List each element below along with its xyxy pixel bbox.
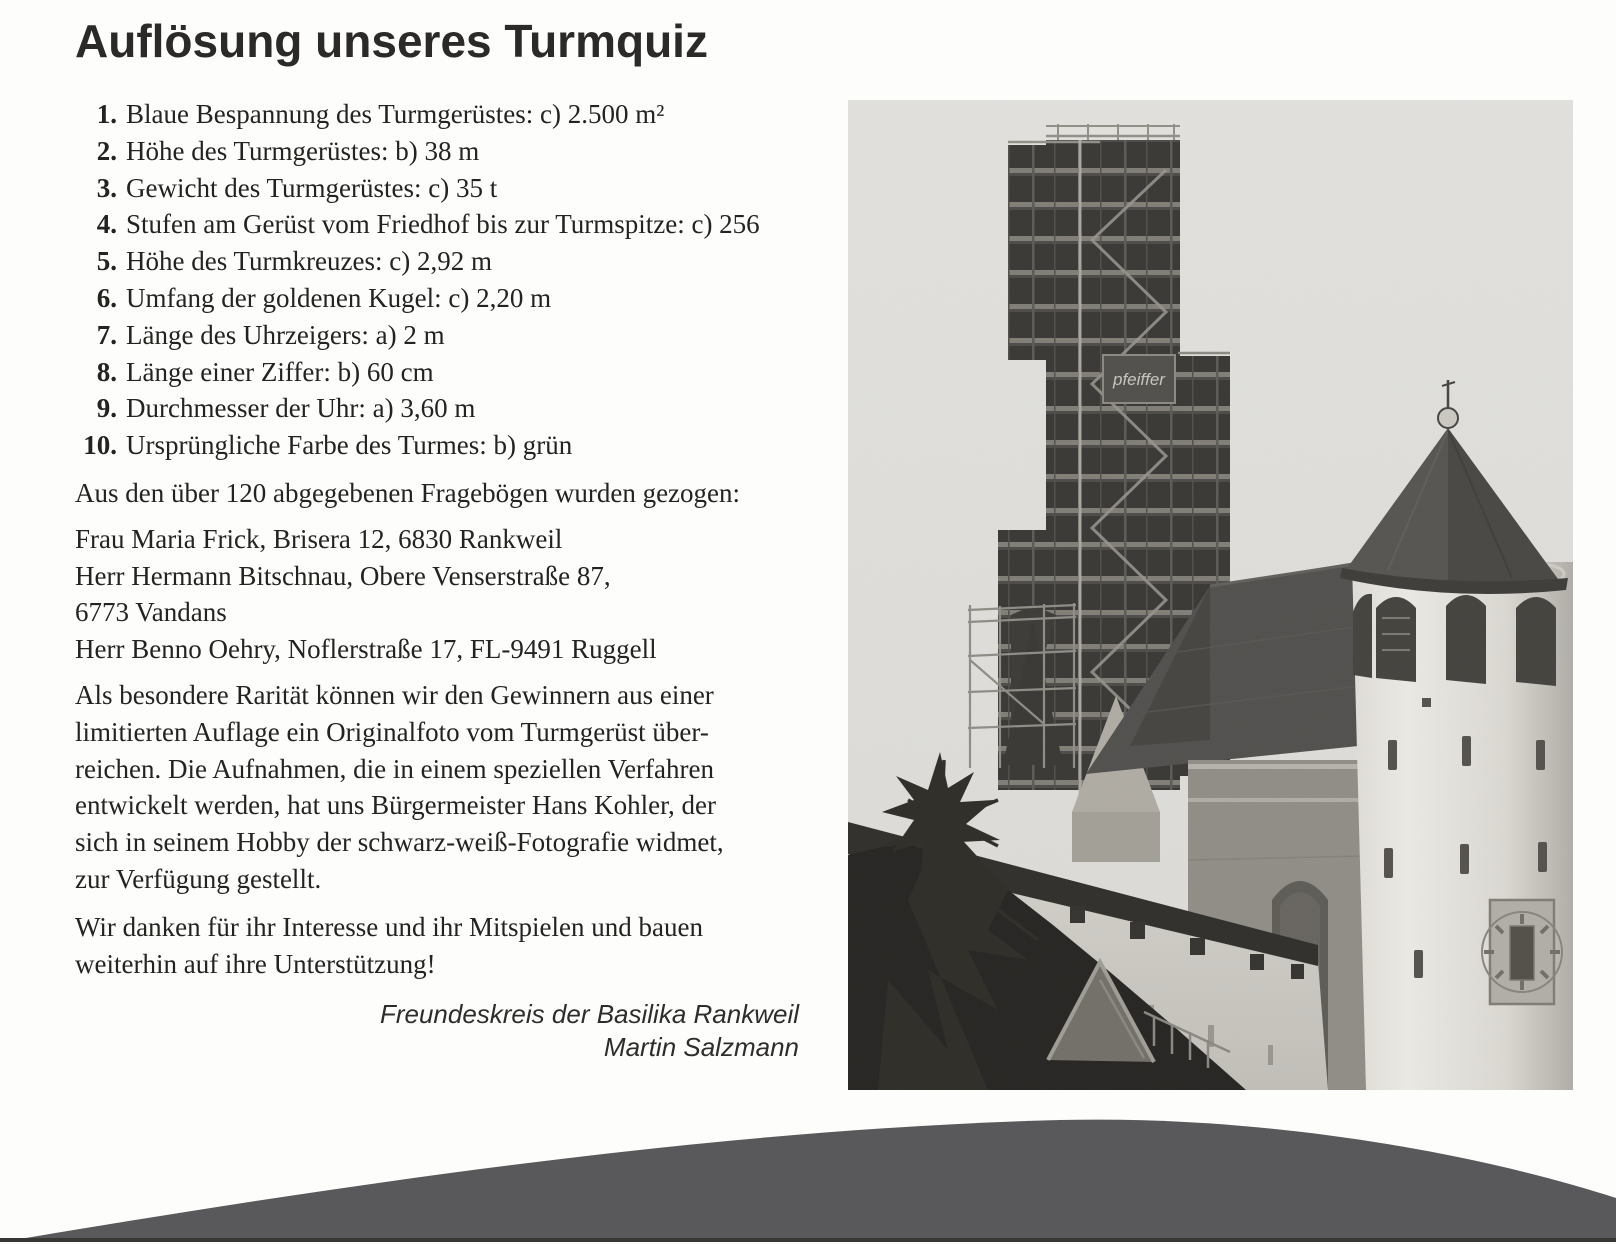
quiz-item bbox=[75, 354, 799, 391]
paragraph-raritaet bbox=[75, 677, 799, 898]
quiz-item-number: 9. bbox=[96, 393, 117, 424]
paragraph-line: limitierten Auflage ein Originalfoto vom Turmgerüst über- bbox=[75, 716, 709, 747]
draw-intro: Aus den über 120 abgegebenen Fragebögen wurden gezogen: bbox=[75, 477, 741, 508]
quiz-item-number: 3. bbox=[96, 172, 117, 203]
quiz-item-text: Höhe des Turmkreuzes: c) 2,92 m bbox=[126, 246, 492, 277]
quiz-item-text: Länge des Uhrzeigers: a) 2 m bbox=[126, 319, 445, 350]
signature-block bbox=[75, 998, 799, 1064]
quiz-item bbox=[75, 243, 799, 280]
quiz-item-text: Blaue Bespannung des Turmgerüstes: c) 2.500 m² bbox=[126, 99, 665, 129]
quiz-item-text: Länge einer Ziffer: b) 60 cm bbox=[126, 356, 434, 387]
quiz-item bbox=[75, 206, 799, 243]
paragraph-line: zur Verfügung gestellt. bbox=[75, 863, 322, 894]
tower-photo-art bbox=[848, 100, 1573, 1090]
bottom-arc bbox=[0, 1108, 1616, 1244]
quiz-item-number: 5. bbox=[96, 246, 117, 277]
quiz-item-text: Ursprüngliche Farbe des Turmes: b) grün bbox=[126, 430, 573, 461]
quiz-item-text: Durchmesser der Uhr: a) 3,60 m bbox=[126, 393, 476, 424]
text-column bbox=[75, 96, 799, 1064]
quiz-item bbox=[75, 280, 799, 317]
paragraph-line: sich in seinem Hobby der schwarz-weiß-Fotografie widmet, bbox=[75, 827, 724, 858]
signature-line-2: Martin Salzmann bbox=[603, 1032, 799, 1063]
winner-line: 6773 Vandans bbox=[75, 597, 227, 628]
winner-list bbox=[75, 521, 799, 668]
quiz-item bbox=[75, 390, 799, 427]
quiz-item-text: Stufen am Gerüst vom Friedhof bis zur Turmspitze: c) 256 bbox=[126, 209, 760, 240]
paragraph-line: weiterhin auf ihre Unterstützung! bbox=[75, 948, 436, 979]
signature-line-1: Freundeskreis der Basilika Rankweil bbox=[379, 999, 799, 1030]
quiz-item bbox=[75, 427, 799, 464]
quiz-item-number: 7. bbox=[96, 319, 117, 350]
quiz-item-number: 2. bbox=[96, 135, 117, 166]
quiz-item bbox=[75, 96, 799, 133]
quiz-item-number: 6. bbox=[96, 282, 117, 313]
paragraph-line: entwickelt werden, hat uns Bürgermeister Hans Kohler, der bbox=[75, 790, 716, 821]
quiz-item-number: 8. bbox=[96, 356, 117, 387]
quiz-item-text: Höhe des Turmgerüstes: b) 38 m bbox=[126, 135, 480, 166]
tower-photo bbox=[848, 100, 1573, 1090]
winner-line: Herr Hermann Bitschnau, Obere Venserstraße 87, bbox=[75, 560, 611, 591]
quiz-item bbox=[75, 317, 799, 354]
quiz-answer-list bbox=[75, 96, 799, 464]
paragraph-dank bbox=[75, 909, 799, 983]
paragraph-line: Wir danken für ihr Interesse und ihr Mitspielen und bauen bbox=[75, 911, 703, 942]
quiz-item-text: Gewicht des Turmgerüstes: c) 35 t bbox=[126, 172, 498, 203]
page-bottom-rule bbox=[0, 1238, 1616, 1242]
winner-line: Frau Maria Frick, Brisera 12, 6830 Rankweil bbox=[75, 523, 563, 554]
photo-grain-overlay bbox=[848, 100, 1573, 1090]
page-title: Auflösung unseres Turmquiz bbox=[75, 15, 708, 67]
banner-label: pfeiffer bbox=[1113, 370, 1165, 389]
quiz-item bbox=[75, 170, 799, 207]
quiz-item-text: Umfang der goldenen Kugel: c) 2,20 m bbox=[126, 282, 552, 313]
quiz-item-number: 10. bbox=[83, 430, 117, 461]
quiz-item-number: 4. bbox=[96, 209, 117, 240]
winner-line: Herr Benno Oehry, Noflerstraße 17, FL-9491 Ruggell bbox=[75, 634, 657, 665]
quiz-item bbox=[75, 133, 799, 170]
quiz-item-number: 1. bbox=[96, 99, 117, 129]
paragraph-line: reichen. Die Aufnahmen, die in einem speziellen Verfahren bbox=[75, 753, 714, 784]
paragraph-line: Als besondere Rarität können wir den Gewinnern aus einer bbox=[75, 679, 714, 710]
